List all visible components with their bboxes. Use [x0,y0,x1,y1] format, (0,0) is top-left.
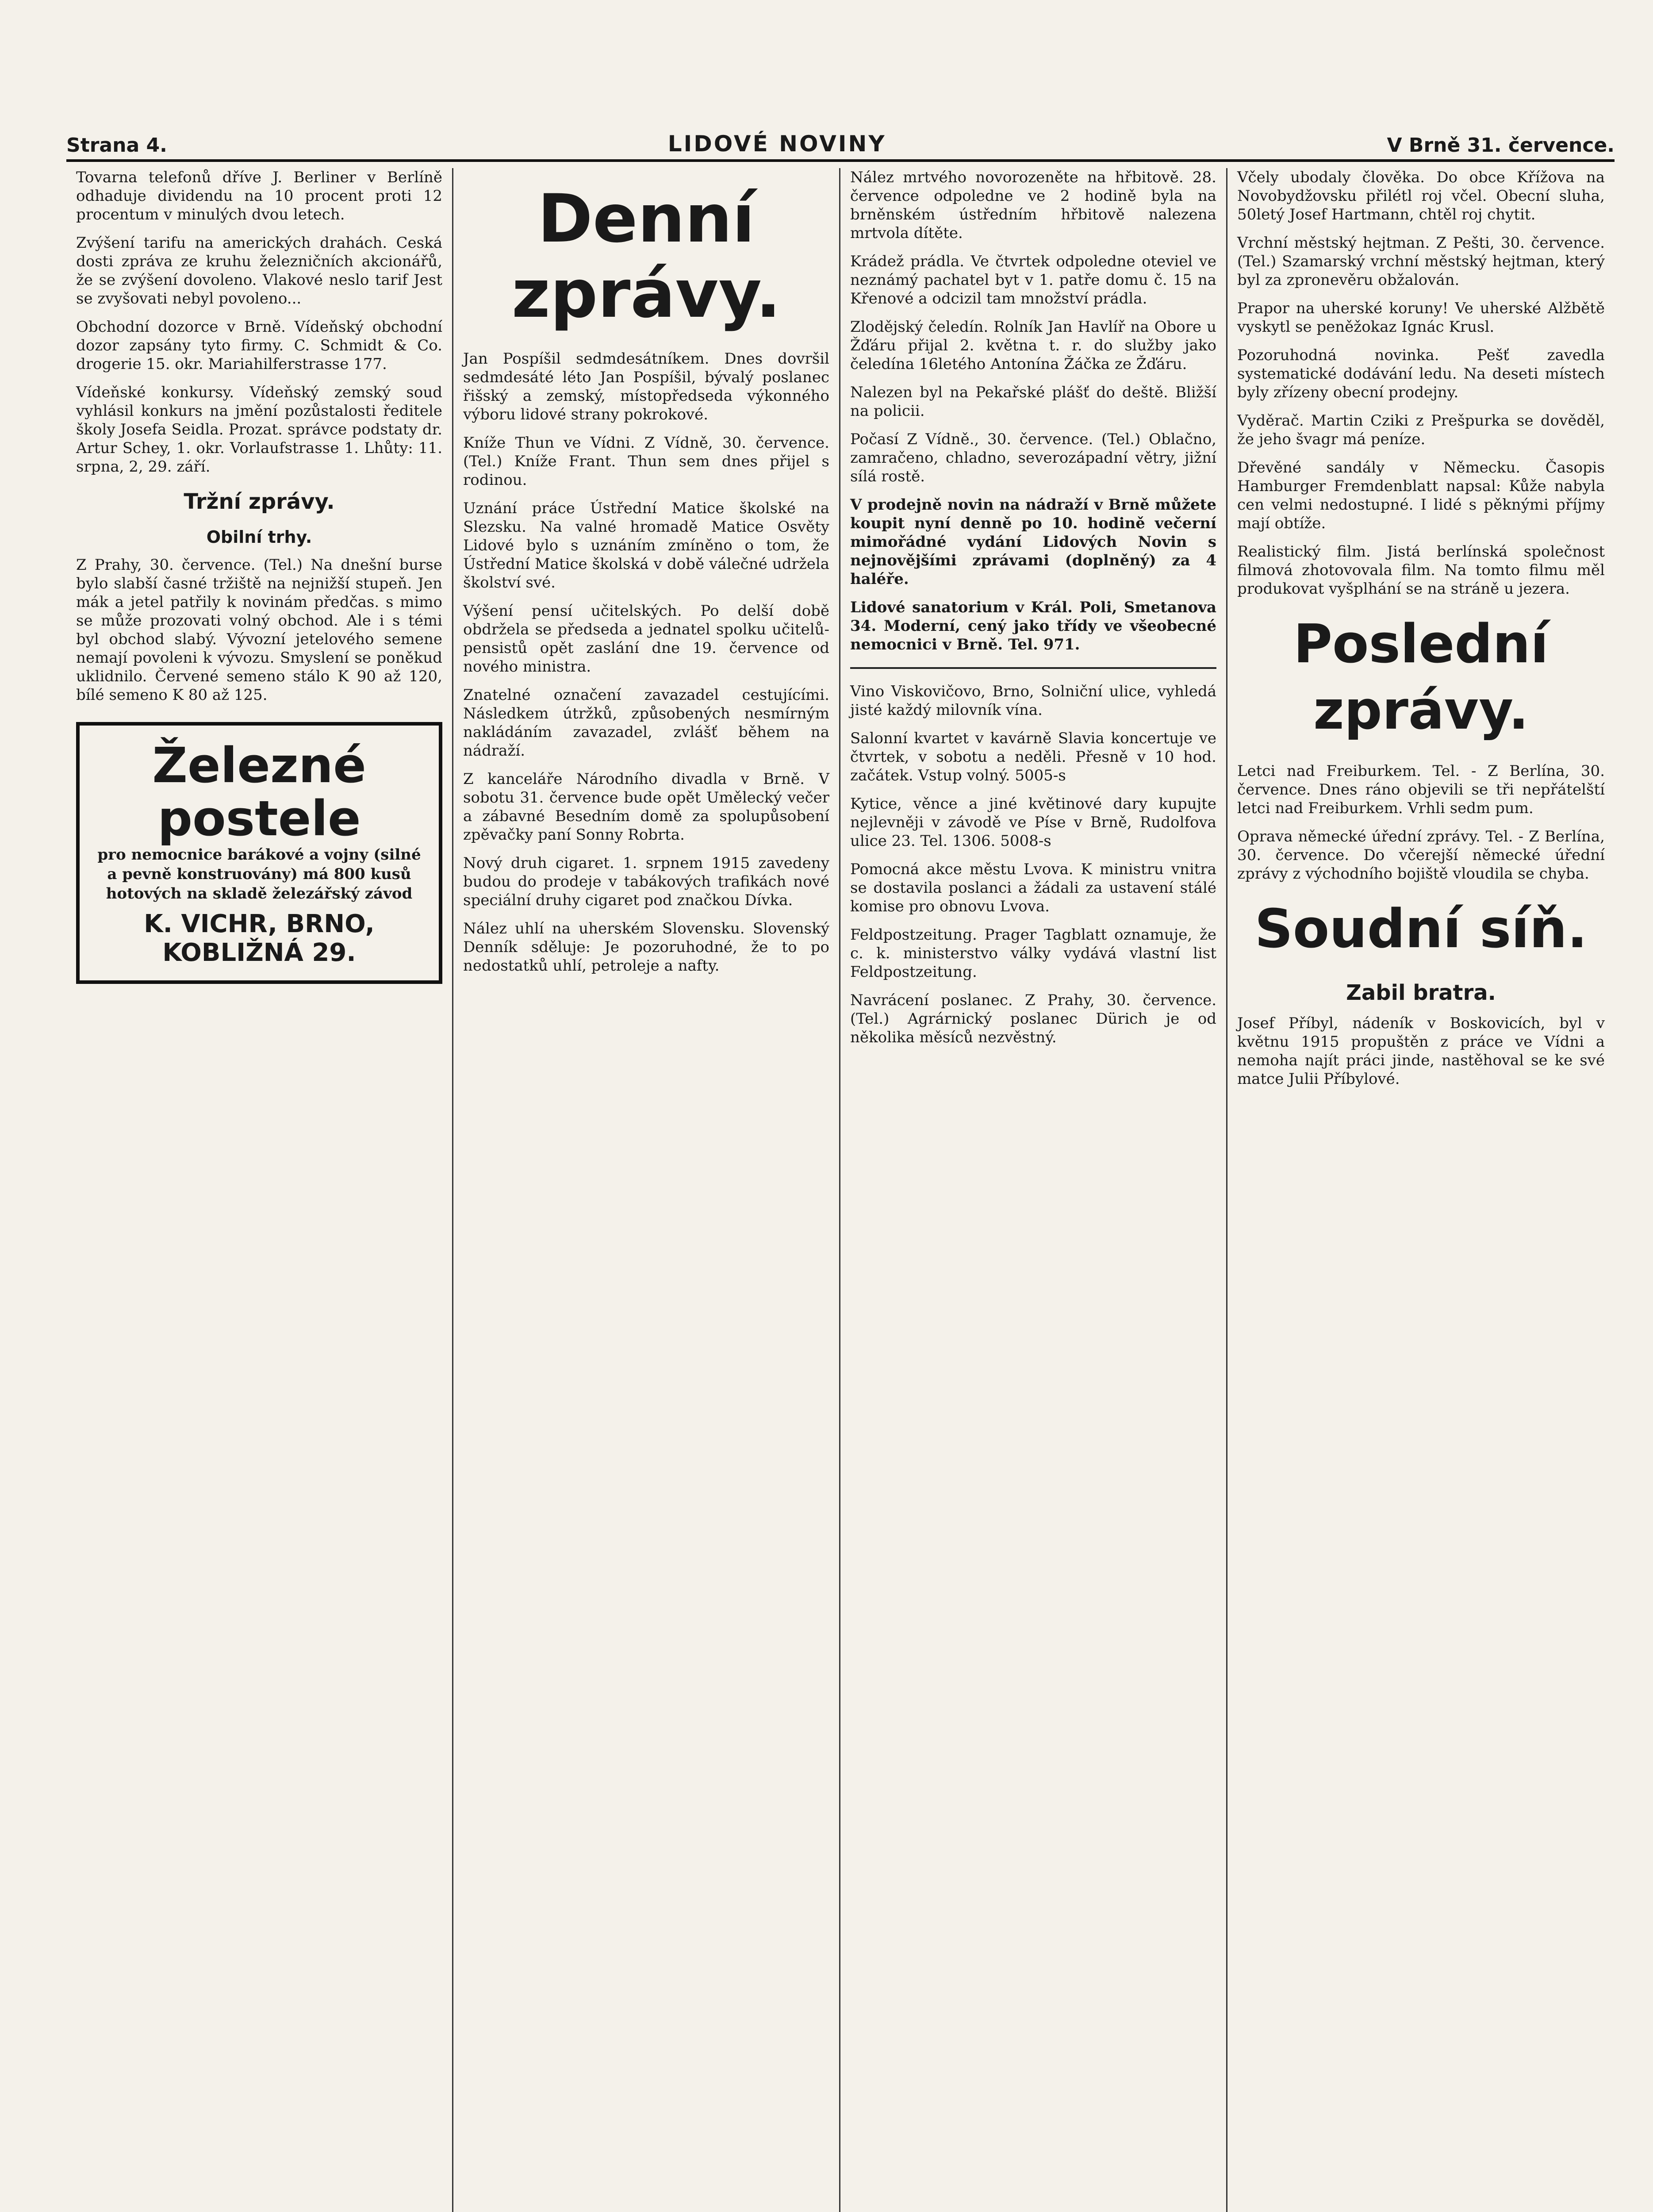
issue-date: V Brně 31. července. [1387,134,1615,157]
article: Krádež prádla. Ve čtvrtek odpoledne oteviel ve neznámý pachatel byt v 1. patře domu č. 15 na Křenové a odcizil tam množství prádla. [850,253,1216,307]
columns [66,168,1615,2212]
article: Počasí Z Vídně., 30. července. (Tel.) Oblačno, zamračeno, chladno, severozápadní větry, jižní sílá rostě. [850,430,1216,485]
article: Pomocná akce městu Lvova. K ministru vnitra se dostavila poslanci a žádali za ustavení stálé komise pro obnovu Lvova. [850,860,1216,915]
article: Navrácení poslanec. Z Prahy, 30. července. (Tel.) Agrárnický poslanec Dürich je od několika měsíců nezvěstný. [850,991,1216,1046]
article: Nález uhlí na uherském Slovensku. Slovenský Denník sděluje: Je pozoruhodné, že to po nedostatků uhlí, petroleje a nafty. [463,920,829,975]
ad-shop: K. VICHR, BRNO, KOBLIŽNÁ 29. [144,910,375,967]
ad-title: Železné postele [152,737,366,847]
article: Josef Příbyl, nádeník v Boskovicích, byl v květnu 1915 propuštěn z práce ve Vídni a nemoha najít práci jinde, nastěhoval se ke své matce Julii Příbylové. [1237,1014,1605,1088]
masthead: LIDOVÉ NOVINY [667,131,886,157]
article: Vino Viskovičovo, Brno, Solniční ulice, vyhledá jisté každý milovník vína. [850,683,1216,719]
section-heading-denni: Denní zprávy. [511,180,781,333]
article: Tovarna telefonů dříve J. Berliner v Berlíně odhaduje dividendu na 10 procent proti 12 procentum v minulých dvou letech. [76,169,442,223]
article: Uznání práce Ústřední Matice školské na Slezsku. Na valné hromadě Matice Osvěty Lidové bylo s uznáním zmíněno o tom, že Ústřední Matice školská v době válečné udržela školství své. [463,499,829,591]
article: V prodejně novin na nádraží v Brně můžete koupit nyní denně po 10. hodině večerní mimořádné vydání Lidových Novin s nejnovějšími zprávami (doplněný) za 4 haléře. [850,496,1216,588]
article: Nový druh cigaret. 1. srpnem 1915 zavedeny budou do prodeje v tabákových trafikách nové speciální druhy cigaret pod značkou Dívka. [463,854,829,909]
article: Vídeňské konkursy. Vídeňský zemský soud vyhlásil konkurs na jmění pozůstalosti ředitele školy Josefa Seidla. Prozat. správce podstaty dr. Artur Schey, 1. okr. Vorlaufstrasse 1. Lhůty: 11. srpna, 2, 29. září. [76,384,442,476]
page-header [66,124,1615,162]
column-3 [840,168,1227,2212]
article: Kytice, věnce a jiné květinové dary kupujte nejlevněji v závodě ve Píse v Brně, Rudolfova ulice 23. Tel. 1306. 5008-s [850,795,1216,850]
article: Výšení pensí učitelských. Po delší době obdržela se předseda a jednatel spolku učitelů-pensistů opět zaslání dne 19. července od nového ministra. [463,602,829,676]
advertisement [76,722,442,984]
article: Zlodějský čeledín. Rolník Jan Havlíř na Obore u Žďáru přijal 2. května t. r. do služby jako čeledína 16letého Antonína Žáčka ze Žďáru. [850,318,1216,373]
section-heading-trzni: Tržní zprávy. [184,489,335,514]
article: Dřevěné sandály v Německu. Časopis Hamburger Fremdenblatt napsal: Kůže nabyla cen velmi nedostupné. I lidé s pěknými příjmy mají obtíže. [1237,459,1605,532]
article: Obchodní dozorce v Brně. Vídeňský obchodní dozor zapsány tyto firmy. C. Schmidt & Co. drogerie 15. okr. Mariahilferstrasse 177. [76,318,442,373]
article: Feldpostzeitung. Prager Tagblatt oznamuje, že c. k. ministerstvo války vydává vlastní list Feldpostzeitung. [850,926,1216,981]
article: Vrchní městský hejtman. Z Pešti, 30. července. (Tel.) Szamarský vrchní městský hejtman, který byl za zpronevěru obžalován. [1237,234,1605,289]
article: Pozoruhodná novinka. Pešť zavedla systematické dodávání ledu. Na deseti místech byly zřízeny obecní prodejny. [1237,346,1605,401]
article: Letci nad Freiburkem. Tel. - Z Berlína, 30. července. Dnes ráno objevili se tři nepřátelští letci nad Freiburkem. Vrhli sedm pum. [1237,762,1605,817]
article: Vyděrač. Martin Cziki z Prešpurka se dověděl, že jeho švagr má peníze. [1237,412,1605,448]
article: Salonní kvartet v kavárně Slavia koncertuje ve čtvrtek, v sobotu a neděli. Přesně v 10 hod. začátek. Vstup volný. 5005-s [850,730,1216,784]
article: Oprava německé úřední zprávy. Tel. - Z Berlína, 30. července. Do včerejší německé úřední zprávy z východního bojiště vloudila se chyba. [1237,828,1605,883]
article: Včely ubodaly člověka. Do obce Křížova na Novobydžovsku přilétl roj včel. Obecní sluha, 50letý Josef Hartmann, chtěl roj chytit. [1237,169,1605,223]
article: Zvýšení tarifu na amerických drahách. Ceská dosti zpráva ze kruhu železničních akcionářů, že se zvýšení dovoleno. Vlakové neslo tarif Jest se zvyšovati nebyl povoleno... [76,234,442,307]
article: Znatelné označení zavazadel cestujícími. Následkem útržků, způsobených nesmírným nakládáním zavazadel, zvlášť během na nádraží. [463,686,829,760]
article: Z kanceláře Národního divadla v Brně. V sobotu 31. července bude opět Umělecký večer a zábavné Besedním domě za spolupůsobení zpěvačky paní Sonny Robrta. [463,770,829,844]
ad-body: pro nemocnice barákové a vojny (silné a pevně konstruovány) má 800 kusů hotových na skladě železářský závod [97,846,421,902]
section-heading-soudni: Soudní síň. [1254,899,1588,960]
column-1 [66,168,453,2212]
article: Nález mrtvého novorozeněte na hřbitově. 28. července odpoledne ve 2 hodině byla na brněnském ústředním hřbitově nalezena mrtvola dítěte. [850,169,1216,242]
article: Realistický film. Jistá berlínská společnost filmová zhotovovala film. Na tomto filmu měl produkovat vyšplhání se na stráně u jezera. [1237,543,1605,598]
article: Prapor na uherské koruny! Ve uherské Alžbětě vyskytl se peněžokaz Ignác Krusl. [1237,300,1605,336]
page-number: Strana 4. [66,134,167,157]
article: Lidové sanatorium v Král. Poli, Smetanova 34. Moderní, cený jako třídy ve všeobecné nemocnici v Brně. Tel. 971. [850,599,1216,653]
section-heading-posledni: Poslední zprávy. [1293,614,1549,741]
column-2 [453,168,840,2212]
article-heading-zabil: Zabil bratra. [1346,980,1496,1005]
newspaper-page [66,124,1615,2212]
article: Nalezen byl na Pekařské plášť do deště. Bližší na policii. [850,384,1216,420]
column-4 [1227,168,1615,2212]
article: Z Prahy, 30. července. (Tel.) Na dnešní burse bylo slabší časné tržiště na nejnižší stupeň. Jen mák a jetel patřily k novinám předčas. s mimo se může prozovati volný obchod. Ale i s témi byl obchod slabý. Vývozní jetelového semene nemají povoleni k vývozu. Smyslení se poněkud uklidnilo. Červené semeno stálo K 90 až 120, bílé semeno K 80 až 125. [76,556,442,704]
divider [850,667,1216,669]
article: Jan Pospíšil sedmdesátníkem. Dnes dovršil sedmdesáté léto Jan Pospíšil, bývalý poslanec řišský a zemský, místopředseda výkonného výboru lidové strany pokrokové. [463,350,829,423]
article: Kníže Thun ve Vídni. Z Vídně, 30. července. (Tel.) Kníže Frant. Thun sem dnes přijel s rodinou. [463,434,829,489]
subsection-heading: Obilní trhy. [206,527,312,547]
